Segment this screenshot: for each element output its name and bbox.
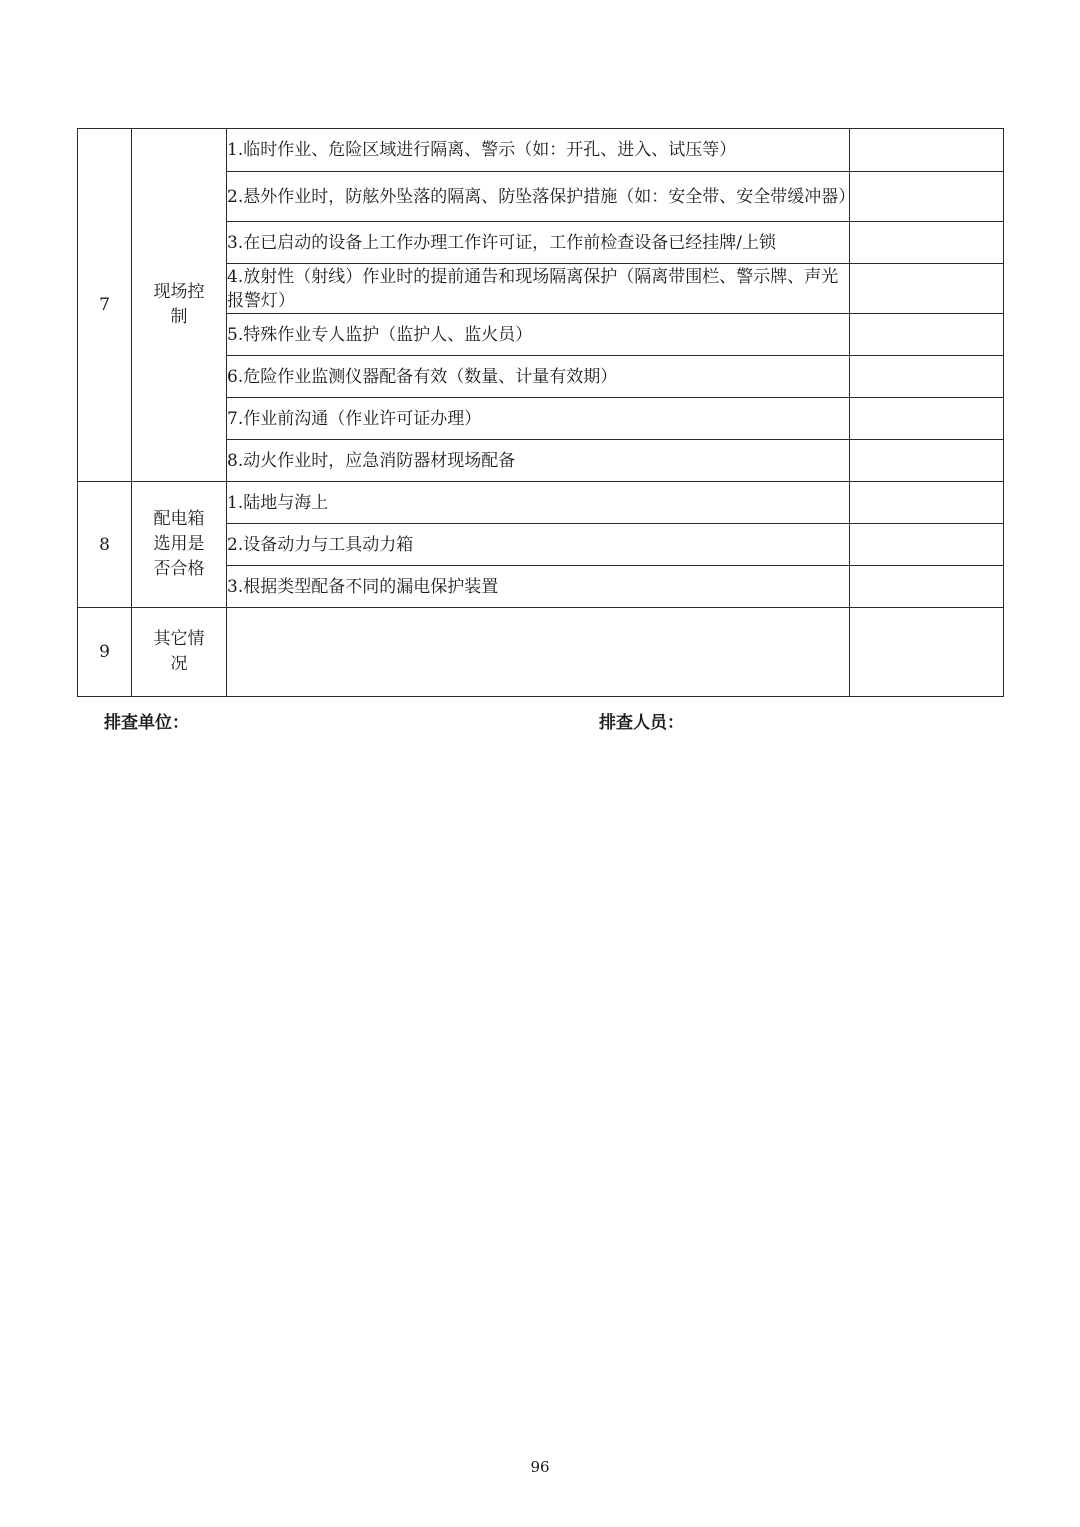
category-cell [132,129,227,482]
result-cell[interactable] [850,314,1004,356]
result-cell[interactable] [850,482,1004,524]
check-item: 6.危险作业监测仪器配备有效（数量、计量有效期） [227,356,850,398]
table-row [78,482,1004,524]
check-item: 1.陆地与海上 [227,482,850,524]
check-item: 5.特殊作业专人监护（监护人、监火员） [227,314,850,356]
result-cell[interactable] [850,356,1004,398]
table-row [78,129,1004,172]
result-cell[interactable] [850,222,1004,264]
category-cell [132,482,227,608]
category-label: 其它情况 [153,629,205,674]
check-item: 8.动火作业时，应急消防器材现场配备 [227,440,850,482]
category-label: 配电箱选用是否合格 [153,509,205,579]
row-number: 9 [78,608,132,697]
result-cell[interactable] [850,566,1004,608]
result-cell[interactable] [850,172,1004,222]
result-cell[interactable] [850,129,1004,172]
check-item: 2.悬外作业时，防舷外坠落的隔离、防坠落保护措施（如：安全带、安全带缓冲器） [227,172,850,222]
result-cell[interactable] [850,398,1004,440]
result-cell[interactable] [850,524,1004,566]
check-item: 2.设备动力与工具动力箱 [227,524,850,566]
check-item[interactable] [227,608,850,697]
page-number: 96 [530,1458,550,1476]
inspection-table [77,128,1004,697]
row-number: 8 [78,482,132,608]
result-cell[interactable] [850,264,1004,314]
check-item: 3.根据类型配备不同的漏电保护装置 [227,566,850,608]
result-cell[interactable] [850,608,1004,697]
check-item: 1.临时作业、危险区域进行隔离、警示（如：开孔、进入、试压等） [227,129,850,172]
category-cell [132,608,227,697]
row-number: 7 [78,129,132,482]
inspection-personnel-label: 排查人员： [599,713,684,733]
table-row [78,608,1004,697]
result-cell[interactable] [850,440,1004,482]
check-item: 7.作业前沟通（作业许可证办理） [227,398,850,440]
category-label: 现场控制 [153,282,205,327]
check-item: 4.放射性（射线）作业时的提前通告和现场隔离保护（隔离带围栏、警示牌、声光报警灯） [227,264,850,314]
inspection-unit-label: 排查单位： [104,713,189,733]
check-item: 3.在已启动的设备上工作办理工作许可证，工作前检查设备已经挂牌/上锁 [227,222,850,264]
